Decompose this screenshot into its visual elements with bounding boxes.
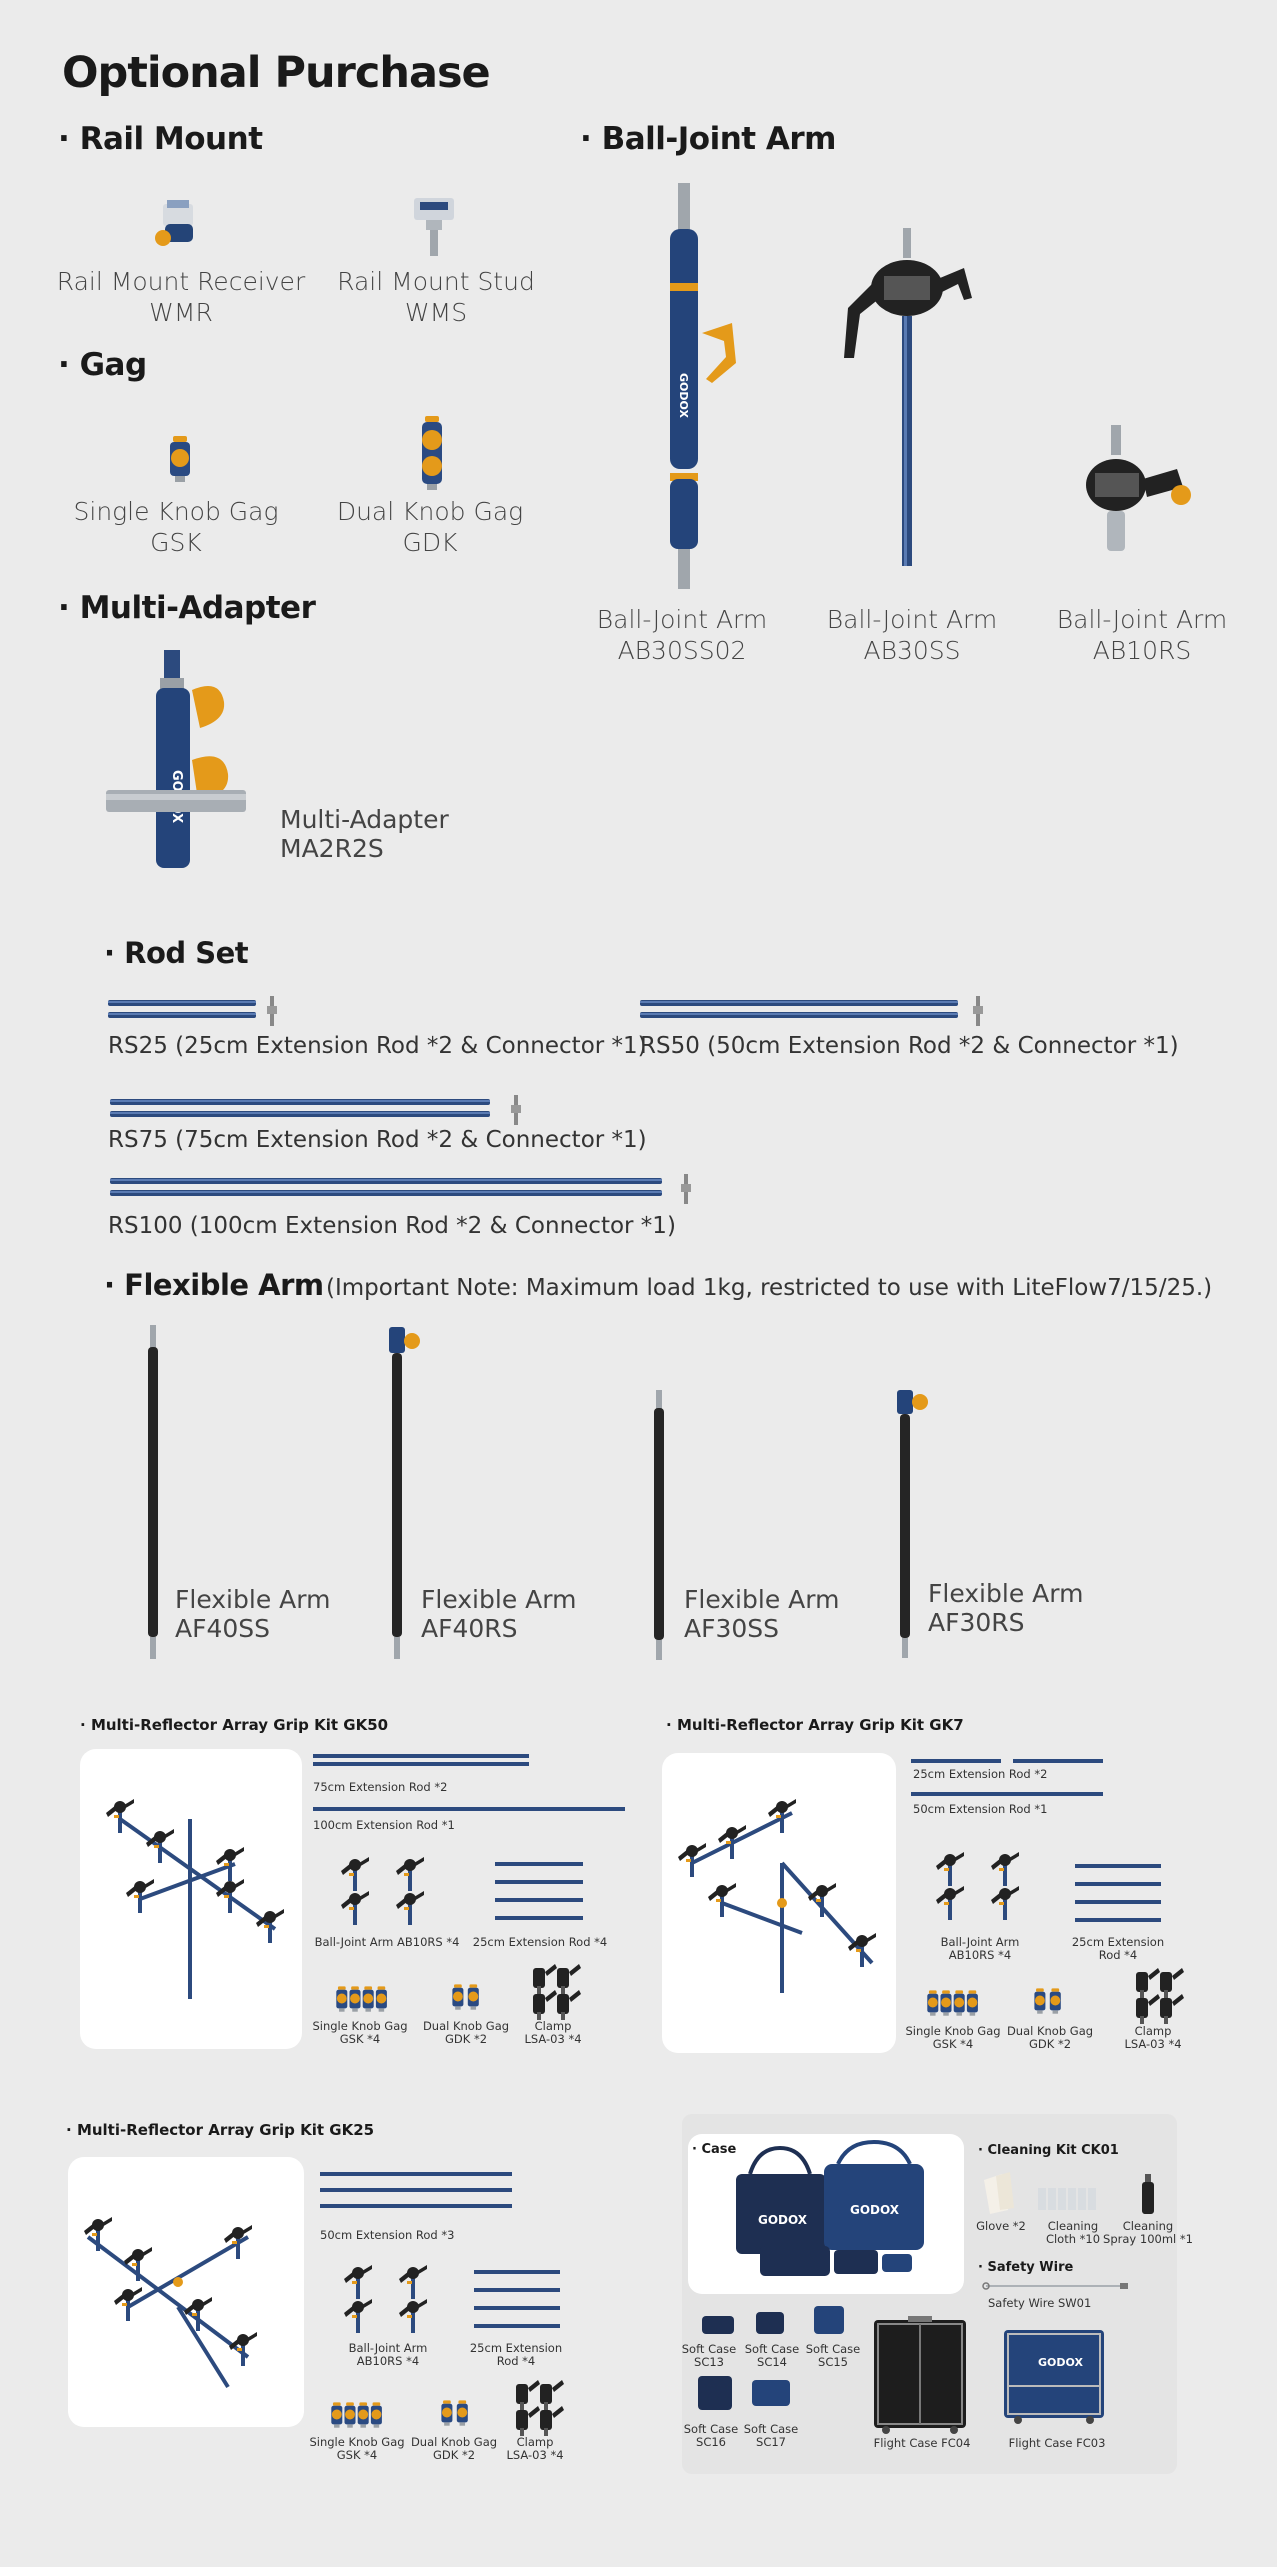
kit-gk50-arms-image — [325, 1855, 445, 1925]
flight-case-fc04-image — [872, 2316, 972, 2436]
kit-gk50-clamp-label: Clamp LSA-03 *4 — [524, 2019, 582, 2046]
kit-gk25-clamp-label: Clamp LSA-03 *4 — [506, 2435, 564, 2462]
section-heading-multi-adapter: · Multi-Adapter — [58, 590, 316, 626]
cleaning-cloth-label: Cleaning Cloth *10 — [1045, 2219, 1101, 2246]
kit-gk7-gsk-image — [924, 1986, 980, 2018]
rail-mount-receiver-label: Rail Mount Receiver WMR — [56, 267, 306, 327]
section-heading-rod-set: · Rod Set — [104, 936, 249, 970]
kit-gk7-clamp-image — [1130, 1970, 1180, 2020]
flexible-arm-af40rs-image — [386, 1327, 426, 1662]
kit-gk50-clamp-image — [527, 1966, 577, 2016]
kit-gk50-rod25-image — [495, 1860, 585, 1920]
ball-joint-arm-ab10rs-image — [1085, 425, 1205, 575]
flight-case-fc03-label: Flight Case FC03 — [1008, 2436, 1106, 2450]
flexible-arm-af40ss-label: Flexible Arm AF40SS — [175, 1585, 331, 1643]
kit-gk50-gdk-image — [448, 1980, 488, 2014]
rs100-label: RS100 (100cm Extension Rod *2 & Connector *1) — [108, 1213, 676, 1239]
section-heading-ball-joint-arm: · Ball-Joint Arm — [580, 121, 836, 157]
ball-joint-arm-ab10rs-label: Ball-Joint Arm AB10RS — [1056, 605, 1228, 665]
cleaning-spray-label: Cleaning Spray 100ml *1 — [1103, 2219, 1193, 2246]
rail-mount-stud-label: Rail Mount Stud WMS — [337, 267, 535, 327]
kit-gk25-rod50-label: 50cm Extension Rod *3 — [320, 2228, 455, 2242]
kit-gk25-arms-image — [328, 2263, 448, 2333]
section-heading-rail-mount: · Rail Mount — [58, 121, 263, 157]
kit-gk25-gdk-label: Dual Knob Gag GDK *2 — [410, 2435, 498, 2462]
kit-gk50-arm-label: Ball-Joint Arm AB10RS *4 — [314, 1935, 460, 1949]
kit-gk7-gdk-label: Dual Knob Gag GDK *2 — [1006, 2024, 1094, 2051]
sc14-label: Soft Case SC14 — [744, 2342, 800, 2369]
kit-gk7-rod25b-image — [1075, 1862, 1165, 1922]
flexible-arm-af40rs-label: Flexible Arm AF40RS — [421, 1585, 577, 1643]
kit-gk50-rod75-label: 75cm Extension Rod *2 — [313, 1780, 448, 1794]
kit-gk7-rod50-label: 50cm Extension Rod *1 — [913, 1802, 1048, 1816]
ball-joint-arm-ab30ss-label: Ball-Joint Arm AB30SS — [826, 605, 998, 665]
rs75-label: RS75 (75cm Extension Rod *2 & Connector *1) — [108, 1127, 647, 1153]
case-card — [688, 2134, 964, 2294]
ball-joint-arm-ab30ss-image — [840, 228, 980, 573]
sc16-label: Soft Case SC16 — [683, 2422, 739, 2449]
single-knob-gag-label: Single Knob Gag GSK — [73, 497, 279, 557]
sc13-label: Soft Case SC13 — [681, 2342, 737, 2369]
kit-gk50-assembly-card — [80, 1749, 302, 2049]
kit-gk25-rod50-image — [320, 2170, 520, 2210]
dual-knob-gag-label: Dual Knob Gag GDK — [336, 497, 524, 557]
kit-gk25-rod25-image — [474, 2268, 564, 2328]
kit-gk25-arm-label: Ball-Joint Arm AB10RS *4 — [348, 2341, 428, 2368]
kit-gk7-heading: · Multi-Reflector Array Grip Kit GK7 — [666, 1716, 964, 1734]
kit-gk7-rod25b-label: 25cm Extension Rod *4 — [1071, 1935, 1165, 1962]
kit-gk25-clamp-image — [510, 2382, 560, 2432]
case-brand: GODOX — [758, 2213, 808, 2227]
multi-adapter-image — [100, 650, 270, 880]
kit-gk7-clamp-label: Clamp LSA-03 *4 — [1124, 2024, 1182, 2051]
kit-gk7-rod50-image — [911, 1790, 1111, 1798]
rail-mount-receiver-image — [155, 198, 205, 258]
flexible-arm-af30rs-label: Flexible Arm AF30RS — [928, 1579, 1084, 1637]
kit-gk25-gsk-image — [328, 2398, 384, 2430]
rail-mount-stud-image — [410, 196, 460, 260]
kit-gk25-gsk-label: Single Knob Gag GSK *4 — [309, 2435, 405, 2462]
cleaning-kit-heading: · Cleaning Kit CK01 — [978, 2143, 1119, 2158]
sc15-label: Soft Case SC15 — [805, 2342, 861, 2369]
single-knob-gag-image — [160, 428, 200, 488]
rs25-label: RS25 (25cm Extension Rod *2 & Connector *1) — [108, 1033, 647, 1059]
rs75-image — [110, 1095, 530, 1127]
page-title: Optional Purchase — [62, 48, 490, 98]
kit-gk7-arm-label: Ball-Joint Arm AB10RS *4 — [940, 1935, 1020, 1962]
kit-gk7-gsk-label: Single Knob Gag GSK *4 — [905, 2024, 1001, 2051]
kit-gk7-gdk-image — [1030, 1984, 1070, 2018]
multi-adapter-label: Multi-Adapter MA2R2S — [280, 805, 449, 863]
kit-gk25-heading: · Multi-Reflector Array Grip Kit GK25 — [66, 2121, 375, 2139]
svg-text:GODOX: GODOX — [1038, 2356, 1083, 2369]
rs25-image — [108, 996, 288, 1028]
flexible-arm-af30ss-label: Flexible Arm AF30SS — [684, 1585, 840, 1643]
kit-gk50-rod75-image — [313, 1752, 533, 1768]
safety-wire-heading: · Safety Wire — [978, 2260, 1074, 2275]
glove-label: Glove *2 — [976, 2219, 1026, 2233]
kit-gk25-gdk-image — [437, 2396, 477, 2430]
kit-gk50-rod100-image — [313, 1805, 628, 1813]
kit-gk7-rod25-label: 25cm Extension Rod *2 — [913, 1767, 1048, 1781]
case-heading: · Case — [692, 2142, 737, 2157]
svg-text:GODOX: GODOX — [850, 2203, 900, 2217]
kit-gk7-assembly-card — [662, 1753, 896, 2053]
section-heading-flexible-arm: · Flexible Arm — [104, 1268, 324, 1302]
kit-gk50-heading: · Multi-Reflector Array Grip Kit GK50 — [80, 1716, 389, 1734]
flexible-arm-af30ss-image — [649, 1390, 669, 1662]
flight-case-fc04-label: Flight Case FC04 — [873, 2436, 971, 2450]
ball-joint-arm-ab30ss02-label: Ball-Joint Arm AB30SS02 — [596, 605, 768, 665]
section-heading-gag: · Gag — [58, 347, 147, 383]
kit-gk50-gsk-image — [333, 1982, 389, 2014]
kit-gk25-rod25-label: 25cm Extension Rod *4 — [469, 2341, 563, 2368]
kit-gk50-rod25-label: 25cm Extension Rod *4 — [472, 1935, 608, 1949]
safety-wire-label: Safety Wire SW01 — [988, 2296, 1092, 2310]
rs50-image — [640, 996, 990, 1028]
safety-wire-image — [982, 2280, 1132, 2292]
rs100-image — [110, 1174, 700, 1206]
sc17-label: Soft Case SC17 — [743, 2422, 799, 2449]
kit-gk7-rod25-image — [911, 1757, 1111, 1765]
svg-text:GODOX: GODOX — [677, 373, 690, 418]
flexible-arm-note: (Important Note: Maximum load 1kg, restricted to use with LiteFlow7/15/25.) — [326, 1275, 1213, 1301]
kit-gk50-gdk-label: Dual Knob Gag GDK *2 — [422, 2019, 510, 2046]
flight-case-fc03-image — [1000, 2326, 1110, 2426]
ball-joint-arm-ab30ss02-image — [640, 183, 760, 593]
cleaning-kit-image — [982, 2170, 1172, 2220]
kit-gk25-assembly-card — [68, 2157, 304, 2427]
kit-gk7-arms-image — [920, 1850, 1040, 1920]
kit-gk50-rod100-label: 100cm Extension Rod *1 — [313, 1818, 455, 1832]
flexible-arm-af40ss-image — [143, 1325, 163, 1660]
kit-gk50-gsk-label: Single Knob Gag GSK *4 — [312, 2019, 408, 2046]
rs50-label: RS50 (50cm Extension Rod *2 & Connector *1) — [640, 1033, 1179, 1059]
dual-knob-gag-image — [412, 416, 452, 492]
